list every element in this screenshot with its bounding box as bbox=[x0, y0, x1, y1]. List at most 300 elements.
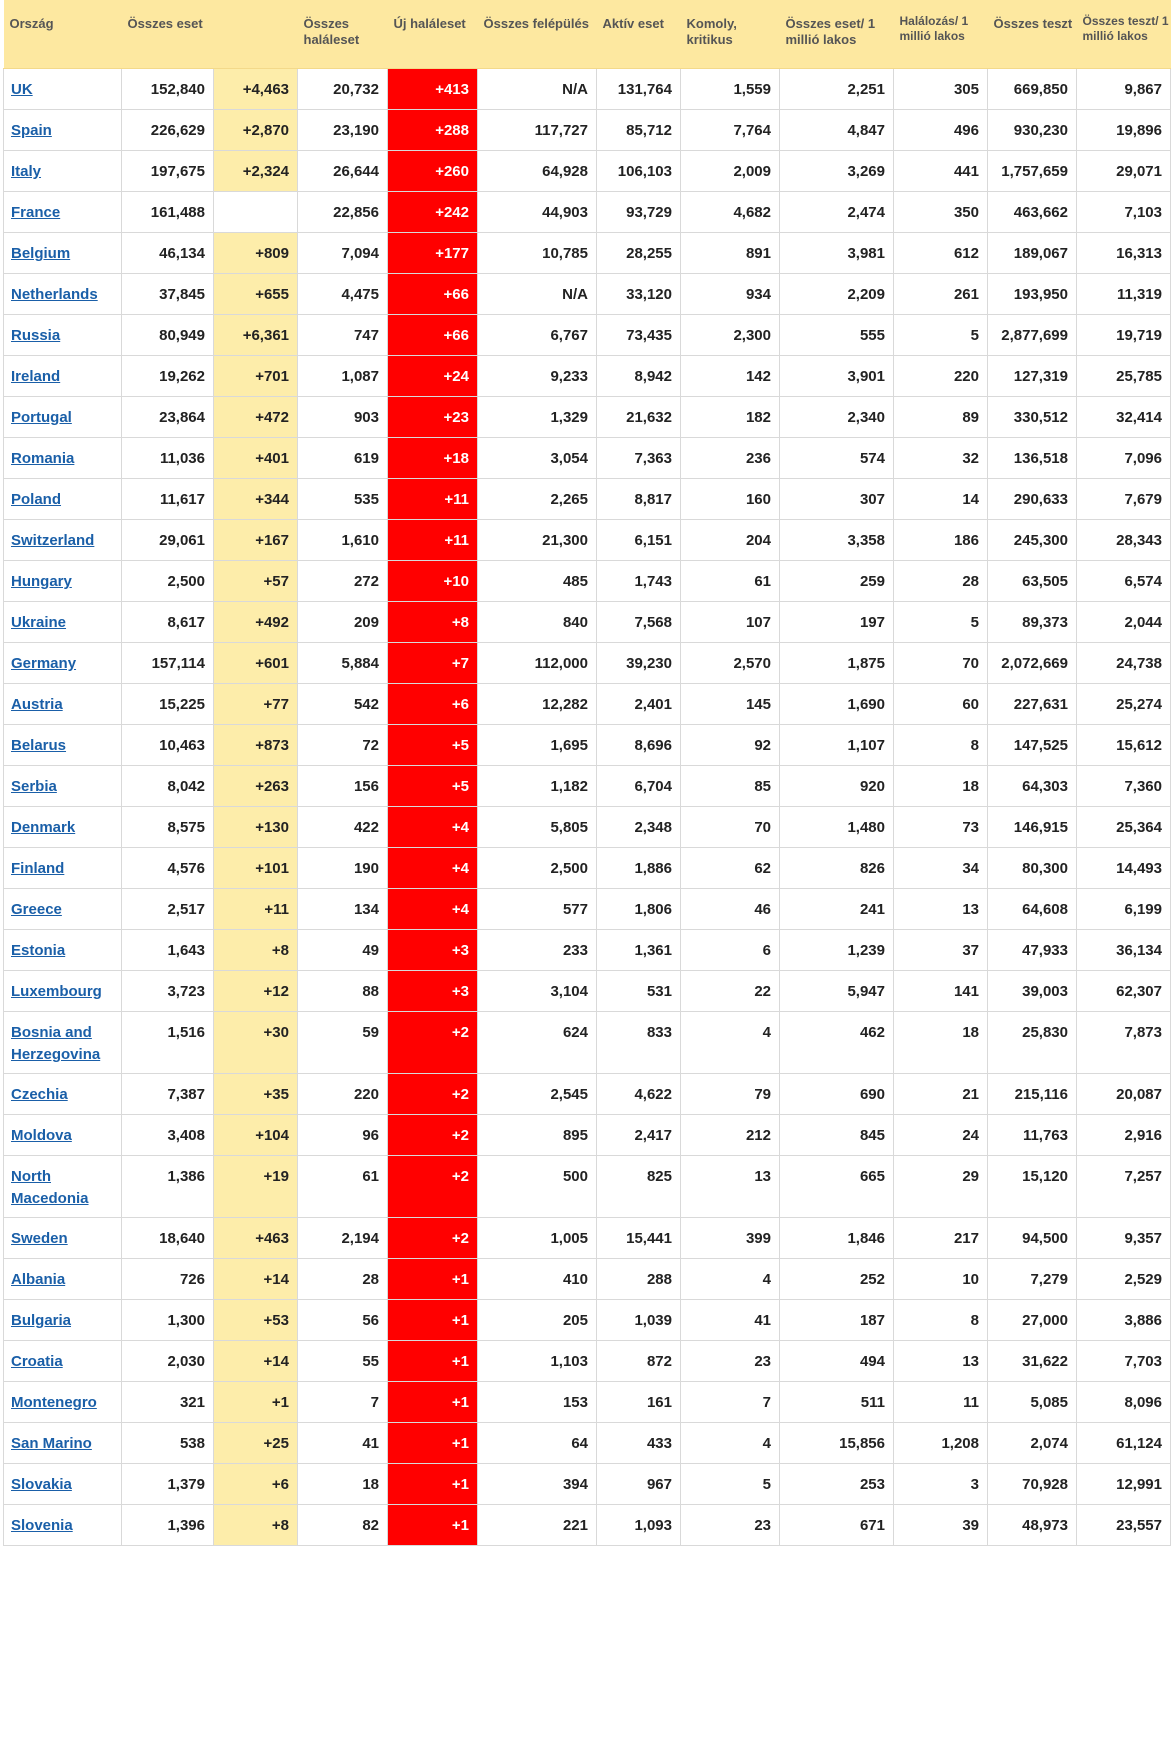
total-recovered-cell: 117,727 bbox=[478, 110, 597, 151]
deaths-per-million-cell: 1,208 bbox=[894, 1423, 988, 1464]
country-cell bbox=[4, 151, 122, 192]
deaths-per-million-cell: 28 bbox=[894, 561, 988, 602]
total-tests-cell: 47,933 bbox=[988, 930, 1077, 971]
deaths-per-million-cell: 13 bbox=[894, 889, 988, 930]
cases-per-million-cell: 462 bbox=[780, 1012, 894, 1074]
total-recovered-cell: 624 bbox=[478, 1012, 597, 1074]
tests-per-million-cell: 25,364 bbox=[1077, 807, 1171, 848]
tests-per-million-cell: 32,414 bbox=[1077, 397, 1171, 438]
country-cell bbox=[4, 561, 122, 602]
cases-per-million-cell: 2,251 bbox=[780, 69, 894, 110]
total-recovered-cell: 410 bbox=[478, 1259, 597, 1300]
table-row bbox=[4, 110, 1171, 151]
total-tests-cell: 25,830 bbox=[988, 1012, 1077, 1074]
cases-per-million-cell: 197 bbox=[780, 602, 894, 643]
country-link[interactable]: Denmark bbox=[11, 819, 76, 836]
new-deaths-cell: +5 bbox=[388, 766, 478, 807]
total-deaths-cell: 96 bbox=[298, 1115, 388, 1156]
total-recovered-cell: 1,005 bbox=[478, 1218, 597, 1259]
new-deaths-cell: +2 bbox=[388, 1115, 478, 1156]
total-deaths-cell: 49 bbox=[298, 930, 388, 971]
total-cases-cell: 10,463 bbox=[122, 725, 214, 766]
active-cases-cell: 39,230 bbox=[597, 643, 681, 684]
total-tests-cell: 193,950 bbox=[988, 274, 1077, 315]
new-deaths-cell: +18 bbox=[388, 438, 478, 479]
new-cases-cell: +472 bbox=[214, 397, 298, 438]
total-recovered-cell: 577 bbox=[478, 889, 597, 930]
country-link[interactable]: Bosnia and Herzegovina bbox=[11, 1024, 101, 1063]
total-cases-cell: 726 bbox=[122, 1259, 214, 1300]
total-cases-cell: 226,629 bbox=[122, 110, 214, 151]
new-cases-cell: +35 bbox=[214, 1074, 298, 1115]
total-cases-cell: 8,042 bbox=[122, 766, 214, 807]
tests-per-million-cell: 7,360 bbox=[1077, 766, 1171, 807]
country-link[interactable]: Italy bbox=[11, 163, 42, 180]
country-link[interactable]: Russia bbox=[11, 327, 61, 344]
tests-per-million-cell: 28,343 bbox=[1077, 520, 1171, 561]
total-tests-cell: 189,067 bbox=[988, 233, 1077, 274]
active-cases-cell: 1,743 bbox=[597, 561, 681, 602]
total-deaths-cell: 422 bbox=[298, 807, 388, 848]
country-cell bbox=[4, 643, 122, 684]
tests-per-million-cell: 25,785 bbox=[1077, 356, 1171, 397]
country-link[interactable]: Montenegro bbox=[11, 1394, 97, 1411]
critical-cell: 4 bbox=[681, 1423, 780, 1464]
table-row bbox=[4, 520, 1171, 561]
new-cases-cell: +4,463 bbox=[214, 69, 298, 110]
active-cases-cell: 433 bbox=[597, 1423, 681, 1464]
tests-per-million-cell: 9,357 bbox=[1077, 1218, 1171, 1259]
cases-per-million-cell: 187 bbox=[780, 1300, 894, 1341]
country-link[interactable]: Hungary bbox=[11, 573, 72, 590]
total-deaths-cell: 55 bbox=[298, 1341, 388, 1382]
table-row bbox=[4, 643, 1171, 684]
total-deaths-cell: 272 bbox=[298, 561, 388, 602]
total-deaths-cell: 209 bbox=[298, 602, 388, 643]
new-deaths-cell: +3 bbox=[388, 971, 478, 1012]
country-cell bbox=[4, 602, 122, 643]
covid-stats-table bbox=[3, 0, 1171, 1546]
total-deaths-cell: 619 bbox=[298, 438, 388, 479]
total-recovered-cell: 10,785 bbox=[478, 233, 597, 274]
total-tests-cell: 2,072,669 bbox=[988, 643, 1077, 684]
country-link[interactable]: Estonia bbox=[11, 942, 66, 959]
deaths-per-million-cell: 141 bbox=[894, 971, 988, 1012]
table-row bbox=[4, 1115, 1171, 1156]
total-deaths-cell: 82 bbox=[298, 1505, 388, 1546]
total-tests-cell: 930,230 bbox=[988, 110, 1077, 151]
total-deaths-cell: 2,194 bbox=[298, 1218, 388, 1259]
country-link[interactable]: Finland bbox=[11, 860, 65, 877]
total-tests-cell: 127,319 bbox=[988, 356, 1077, 397]
active-cases-cell: 161 bbox=[597, 1382, 681, 1423]
cases-per-million-cell: 574 bbox=[780, 438, 894, 479]
critical-cell: 107 bbox=[681, 602, 780, 643]
total-deaths-cell: 88 bbox=[298, 971, 388, 1012]
active-cases-cell: 106,103 bbox=[597, 151, 681, 192]
header-active-cases: Aktív eset bbox=[597, 0, 681, 69]
tests-per-million-cell: 19,896 bbox=[1077, 110, 1171, 151]
critical-cell: 145 bbox=[681, 684, 780, 725]
total-cases-cell: 1,516 bbox=[122, 1012, 214, 1074]
table-row bbox=[4, 684, 1171, 725]
new-deaths-cell: +23 bbox=[388, 397, 478, 438]
active-cases-cell: 8,817 bbox=[597, 479, 681, 520]
country-link[interactable]: Luxembourg bbox=[11, 983, 102, 1000]
cases-per-million-cell: 1,480 bbox=[780, 807, 894, 848]
country-link[interactable]: Ukraine bbox=[11, 614, 67, 631]
new-deaths-cell: +1 bbox=[388, 1300, 478, 1341]
active-cases-cell: 531 bbox=[597, 971, 681, 1012]
total-cases-cell: 321 bbox=[122, 1382, 214, 1423]
cases-per-million-cell: 252 bbox=[780, 1259, 894, 1300]
deaths-per-million-cell: 8 bbox=[894, 725, 988, 766]
critical-cell: 46 bbox=[681, 889, 780, 930]
table-row bbox=[4, 1156, 1171, 1218]
active-cases-cell: 85,712 bbox=[597, 110, 681, 151]
critical-cell: 182 bbox=[681, 397, 780, 438]
new-deaths-cell: +11 bbox=[388, 479, 478, 520]
header-deaths-per-million: Halálozás/ 1 millió lakos bbox=[894, 0, 988, 69]
total-cases-cell: 37,845 bbox=[122, 274, 214, 315]
total-cases-cell: 1,300 bbox=[122, 1300, 214, 1341]
critical-cell: 79 bbox=[681, 1074, 780, 1115]
country-link[interactable]: Spain bbox=[11, 122, 52, 139]
country-cell bbox=[4, 971, 122, 1012]
country-link[interactable]: France bbox=[11, 204, 61, 221]
new-deaths-cell: +4 bbox=[388, 807, 478, 848]
cases-per-million-cell: 665 bbox=[780, 1156, 894, 1218]
active-cases-cell: 825 bbox=[597, 1156, 681, 1218]
tests-per-million-cell: 62,307 bbox=[1077, 971, 1171, 1012]
critical-cell: 5 bbox=[681, 1464, 780, 1505]
country-cell bbox=[4, 889, 122, 930]
tests-per-million-cell: 14,493 bbox=[1077, 848, 1171, 889]
new-cases-cell: +463 bbox=[214, 1218, 298, 1259]
total-deaths-cell: 134 bbox=[298, 889, 388, 930]
active-cases-cell: 33,120 bbox=[597, 274, 681, 315]
total-recovered-cell: 500 bbox=[478, 1156, 597, 1218]
tests-per-million-cell: 29,071 bbox=[1077, 151, 1171, 192]
new-cases-cell: +57 bbox=[214, 561, 298, 602]
tests-per-million-cell: 36,134 bbox=[1077, 930, 1171, 971]
country-link[interactable]: Slovenia bbox=[11, 1517, 73, 1534]
tests-per-million-cell: 6,199 bbox=[1077, 889, 1171, 930]
deaths-per-million-cell: 612 bbox=[894, 233, 988, 274]
new-cases-cell: +2,324 bbox=[214, 151, 298, 192]
country-link[interactable]: Croatia bbox=[11, 1353, 63, 1370]
header-total-deaths: Összes haláleset bbox=[298, 0, 388, 69]
country-link[interactable]: Moldova bbox=[11, 1127, 72, 1144]
total-deaths-cell: 190 bbox=[298, 848, 388, 889]
new-deaths-cell: +11 bbox=[388, 520, 478, 561]
active-cases-cell: 967 bbox=[597, 1464, 681, 1505]
critical-cell: 934 bbox=[681, 274, 780, 315]
total-deaths-cell: 22,856 bbox=[298, 192, 388, 233]
new-cases-cell: +53 bbox=[214, 1300, 298, 1341]
new-deaths-cell: +177 bbox=[388, 233, 478, 274]
new-deaths-cell: +4 bbox=[388, 889, 478, 930]
new-deaths-cell: +288 bbox=[388, 110, 478, 151]
country-cell bbox=[4, 1074, 122, 1115]
table-body bbox=[4, 69, 1171, 1546]
total-deaths-cell: 59 bbox=[298, 1012, 388, 1074]
table-row bbox=[4, 1423, 1171, 1464]
cases-per-million-cell: 3,358 bbox=[780, 520, 894, 561]
total-recovered-cell: 153 bbox=[478, 1382, 597, 1423]
active-cases-cell: 1,361 bbox=[597, 930, 681, 971]
table-row bbox=[4, 889, 1171, 930]
critical-cell: 212 bbox=[681, 1115, 780, 1156]
cases-per-million-cell: 826 bbox=[780, 848, 894, 889]
country-cell bbox=[4, 1012, 122, 1074]
country-link[interactable]: Slovakia bbox=[11, 1476, 72, 1493]
total-recovered-cell: 1,182 bbox=[478, 766, 597, 807]
deaths-per-million-cell: 14 bbox=[894, 479, 988, 520]
deaths-per-million-cell: 60 bbox=[894, 684, 988, 725]
total-cases-cell: 8,575 bbox=[122, 807, 214, 848]
header-total-cases: Összes eset bbox=[122, 0, 214, 69]
total-tests-cell: 15,120 bbox=[988, 1156, 1077, 1218]
total-deaths-cell: 542 bbox=[298, 684, 388, 725]
total-tests-cell: 89,373 bbox=[988, 602, 1077, 643]
new-cases-cell: +6,361 bbox=[214, 315, 298, 356]
total-cases-cell: 3,408 bbox=[122, 1115, 214, 1156]
cases-per-million-cell: 5,947 bbox=[780, 971, 894, 1012]
country-link[interactable]: Romania bbox=[11, 450, 75, 467]
active-cases-cell: 21,632 bbox=[597, 397, 681, 438]
country-link[interactable]: Serbia bbox=[11, 778, 57, 795]
total-cases-cell: 11,617 bbox=[122, 479, 214, 520]
total-tests-cell: 11,763 bbox=[988, 1115, 1077, 1156]
country-cell bbox=[4, 1341, 122, 1382]
total-cases-cell: 538 bbox=[122, 1423, 214, 1464]
country-link[interactable]: Czechia bbox=[11, 1086, 68, 1103]
header-new-cases bbox=[214, 0, 298, 69]
total-tests-cell: 70,928 bbox=[988, 1464, 1077, 1505]
country-link[interactable]: Bulgaria bbox=[11, 1312, 72, 1329]
table-row bbox=[4, 479, 1171, 520]
cases-per-million-cell: 511 bbox=[780, 1382, 894, 1423]
table-row bbox=[4, 1382, 1171, 1423]
cases-per-million-cell: 671 bbox=[780, 1505, 894, 1546]
country-cell bbox=[4, 1382, 122, 1423]
active-cases-cell: 2,401 bbox=[597, 684, 681, 725]
country-cell bbox=[4, 110, 122, 151]
total-recovered-cell: 64,928 bbox=[478, 151, 597, 192]
tests-per-million-cell: 61,124 bbox=[1077, 1423, 1171, 1464]
critical-cell: 22 bbox=[681, 971, 780, 1012]
total-recovered-cell: 5,805 bbox=[478, 807, 597, 848]
tests-per-million-cell: 2,916 bbox=[1077, 1115, 1171, 1156]
deaths-per-million-cell: 89 bbox=[894, 397, 988, 438]
country-cell bbox=[4, 356, 122, 397]
total-recovered-cell: 840 bbox=[478, 602, 597, 643]
cases-per-million-cell: 494 bbox=[780, 1341, 894, 1382]
new-cases-cell: +701 bbox=[214, 356, 298, 397]
country-link[interactable]: Netherlands bbox=[11, 286, 98, 303]
total-recovered-cell: 1,103 bbox=[478, 1341, 597, 1382]
table-row bbox=[4, 848, 1171, 889]
deaths-per-million-cell: 261 bbox=[894, 274, 988, 315]
total-deaths-cell: 7,094 bbox=[298, 233, 388, 274]
tests-per-million-cell: 9,867 bbox=[1077, 69, 1171, 110]
critical-cell: 2,570 bbox=[681, 643, 780, 684]
new-deaths-cell: +413 bbox=[388, 69, 478, 110]
active-cases-cell: 1,093 bbox=[597, 1505, 681, 1546]
total-recovered-cell: 6,767 bbox=[478, 315, 597, 356]
total-deaths-cell: 1,610 bbox=[298, 520, 388, 561]
country-link[interactable]: Portugal bbox=[11, 409, 72, 426]
total-tests-cell: 5,085 bbox=[988, 1382, 1077, 1423]
country-link[interactable]: Germany bbox=[11, 655, 77, 672]
new-deaths-cell: +242 bbox=[388, 192, 478, 233]
new-cases-cell: +401 bbox=[214, 438, 298, 479]
cases-per-million-cell: 1,846 bbox=[780, 1218, 894, 1259]
new-deaths-cell: +10 bbox=[388, 561, 478, 602]
total-deaths-cell: 747 bbox=[298, 315, 388, 356]
new-deaths-cell: +24 bbox=[388, 356, 478, 397]
country-cell bbox=[4, 1259, 122, 1300]
critical-cell: 6 bbox=[681, 930, 780, 971]
total-recovered-cell: 2,265 bbox=[478, 479, 597, 520]
country-link[interactable]: Ireland bbox=[11, 368, 61, 385]
country-link[interactable]: Sweden bbox=[11, 1230, 68, 1247]
cases-per-million-cell: 3,901 bbox=[780, 356, 894, 397]
table-row bbox=[4, 1300, 1171, 1341]
table-row bbox=[4, 1341, 1171, 1382]
total-recovered-cell: 233 bbox=[478, 930, 597, 971]
total-deaths-cell: 18 bbox=[298, 1464, 388, 1505]
total-deaths-cell: 23,190 bbox=[298, 110, 388, 151]
new-cases-cell: +11 bbox=[214, 889, 298, 930]
new-deaths-cell: +6 bbox=[388, 684, 478, 725]
new-deaths-cell: +260 bbox=[388, 151, 478, 192]
total-cases-cell: 2,500 bbox=[122, 561, 214, 602]
total-tests-cell: 7,279 bbox=[988, 1259, 1077, 1300]
table-row bbox=[4, 725, 1171, 766]
new-cases-cell: +101 bbox=[214, 848, 298, 889]
table-row bbox=[4, 397, 1171, 438]
tests-per-million-cell: 19,719 bbox=[1077, 315, 1171, 356]
total-tests-cell: 463,662 bbox=[988, 192, 1077, 233]
critical-cell: 92 bbox=[681, 725, 780, 766]
total-cases-cell: 2,517 bbox=[122, 889, 214, 930]
country-link[interactable]: Belarus bbox=[11, 737, 67, 754]
header-total-recovered: Összes felépülés bbox=[478, 0, 597, 69]
active-cases-cell: 131,764 bbox=[597, 69, 681, 110]
country-link[interactable]: Albania bbox=[11, 1271, 66, 1288]
table-row bbox=[4, 1218, 1171, 1259]
new-deaths-cell: +66 bbox=[388, 274, 478, 315]
active-cases-cell: 6,151 bbox=[597, 520, 681, 561]
new-cases-cell: +12 bbox=[214, 971, 298, 1012]
country-link[interactable]: North Macedonia bbox=[11, 1168, 89, 1207]
total-cases-cell: 11,036 bbox=[122, 438, 214, 479]
deaths-per-million-cell: 18 bbox=[894, 766, 988, 807]
new-cases-cell: +655 bbox=[214, 274, 298, 315]
total-tests-cell: 290,633 bbox=[988, 479, 1077, 520]
total-tests-cell: 80,300 bbox=[988, 848, 1077, 889]
new-deaths-cell: +1 bbox=[388, 1464, 478, 1505]
deaths-per-million-cell: 5 bbox=[894, 602, 988, 643]
country-link[interactable]: Poland bbox=[11, 491, 62, 508]
active-cases-cell: 1,806 bbox=[597, 889, 681, 930]
new-deaths-cell: +2 bbox=[388, 1012, 478, 1074]
table-row bbox=[4, 766, 1171, 807]
total-deaths-cell: 7 bbox=[298, 1382, 388, 1423]
total-recovered-cell: 895 bbox=[478, 1115, 597, 1156]
country-cell bbox=[4, 848, 122, 889]
cases-per-million-cell: 2,474 bbox=[780, 192, 894, 233]
cases-per-million-cell: 1,690 bbox=[780, 684, 894, 725]
new-cases-cell: +601 bbox=[214, 643, 298, 684]
total-deaths-cell: 72 bbox=[298, 725, 388, 766]
new-cases-cell: +492 bbox=[214, 602, 298, 643]
country-link[interactable]: Belgium bbox=[11, 245, 71, 262]
total-cases-cell: 161,488 bbox=[122, 192, 214, 233]
total-tests-cell: 245,300 bbox=[988, 520, 1077, 561]
new-deaths-cell: +2 bbox=[388, 1074, 478, 1115]
header-tests-per-million: Összes teszt/ 1 millió lakos bbox=[1077, 0, 1171, 69]
country-cell bbox=[4, 807, 122, 848]
country-cell bbox=[4, 315, 122, 356]
total-recovered-cell: 112,000 bbox=[478, 643, 597, 684]
deaths-per-million-cell: 186 bbox=[894, 520, 988, 561]
total-cases-cell: 23,864 bbox=[122, 397, 214, 438]
country-link[interactable]: Switzerland bbox=[11, 532, 95, 549]
critical-cell: 70 bbox=[681, 807, 780, 848]
active-cases-cell: 28,255 bbox=[597, 233, 681, 274]
total-cases-cell: 197,675 bbox=[122, 151, 214, 192]
cases-per-million-cell: 15,856 bbox=[780, 1423, 894, 1464]
total-recovered-cell: 1,329 bbox=[478, 397, 597, 438]
total-recovered-cell: 485 bbox=[478, 561, 597, 602]
critical-cell: 23 bbox=[681, 1505, 780, 1546]
country-link[interactable]: Austria bbox=[11, 696, 63, 713]
active-cases-cell: 15,441 bbox=[597, 1218, 681, 1259]
active-cases-cell: 1,886 bbox=[597, 848, 681, 889]
cases-per-million-cell: 845 bbox=[780, 1115, 894, 1156]
critical-cell: 4,682 bbox=[681, 192, 780, 233]
new-deaths-cell: +66 bbox=[388, 315, 478, 356]
country-link[interactable]: Greece bbox=[11, 901, 62, 918]
deaths-per-million-cell: 305 bbox=[894, 69, 988, 110]
tests-per-million-cell: 2,529 bbox=[1077, 1259, 1171, 1300]
country-link[interactable]: UK bbox=[11, 81, 33, 98]
country-link[interactable]: San Marino bbox=[11, 1435, 92, 1452]
new-cases-cell: +167 bbox=[214, 520, 298, 561]
active-cases-cell: 4,622 bbox=[597, 1074, 681, 1115]
new-deaths-cell: +3 bbox=[388, 930, 478, 971]
total-cases-cell: 19,262 bbox=[122, 356, 214, 397]
total-tests-cell: 2,074 bbox=[988, 1423, 1077, 1464]
cases-per-million-cell: 2,340 bbox=[780, 397, 894, 438]
country-cell bbox=[4, 69, 122, 110]
cases-per-million-cell: 3,269 bbox=[780, 151, 894, 192]
critical-cell: 4 bbox=[681, 1259, 780, 1300]
deaths-per-million-cell: 220 bbox=[894, 356, 988, 397]
total-recovered-cell: 44,903 bbox=[478, 192, 597, 233]
country-cell bbox=[4, 397, 122, 438]
table-row bbox=[4, 807, 1171, 848]
total-tests-cell: 227,631 bbox=[988, 684, 1077, 725]
total-cases-cell: 46,134 bbox=[122, 233, 214, 274]
table-row bbox=[4, 1259, 1171, 1300]
critical-cell: 85 bbox=[681, 766, 780, 807]
total-deaths-cell: 26,644 bbox=[298, 151, 388, 192]
table-row bbox=[4, 1012, 1171, 1074]
